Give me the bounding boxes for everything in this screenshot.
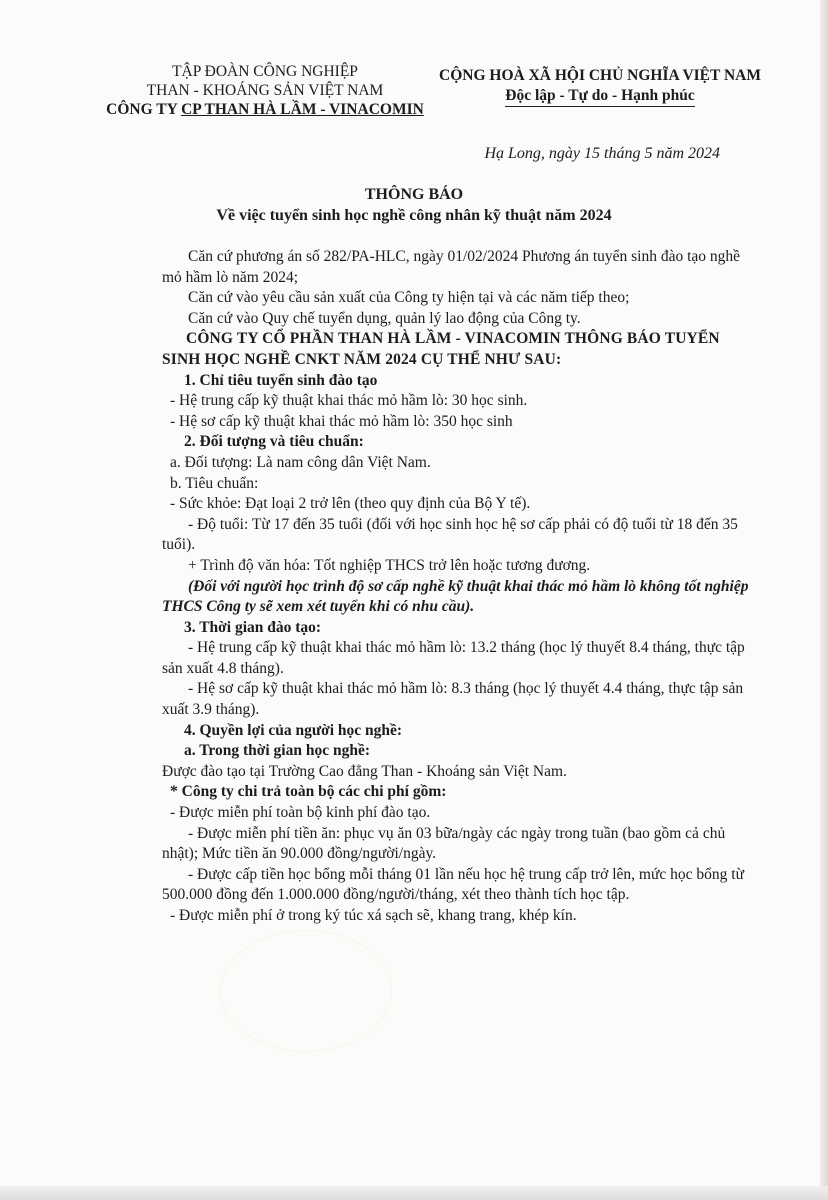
announcement-heading: CÔNG TY CỔ PHẦN THAN HÀ LẦM - VINACOMIN THÔNG BÁO TUYỂN SINH HỌC NGHỀ CNKT NĂM 2024 CỤ THỂ NHƯ SAU: bbox=[162, 330, 720, 368]
national-header bbox=[430, 66, 770, 107]
section-4-cost-3: - Được cấp tiền học bổng mỗi tháng 01 lần nếu học hệ trung cấp trở lên, mức học bổng từ 500.000 đồng đến 1.000.000 đồng/người/tháng, xét theo thành tích học tập. bbox=[162, 865, 744, 904]
section-4-cost-4: - Được miễn phí ở trong ký túc xá sạch sẽ, khang trang, khép kín. bbox=[170, 907, 577, 924]
document-body bbox=[162, 247, 762, 927]
section-4-a-heading: a. Trong thời gian học nghề: bbox=[184, 742, 371, 760]
basis-2: Căn cứ vào yêu cầu sản xuất của Công ty hiện tại và các năm tiếp theo; bbox=[188, 289, 630, 307]
national-motto: Độc lập - Tự do - Hạnh phúc bbox=[505, 86, 694, 107]
section-3-item-1: - Hệ trung cấp kỹ thuật khai thác mỏ hầm lò: 13.2 tháng (học lý thuyết 8.4 tháng, thực tập sản xuất 4.8 tháng). bbox=[162, 639, 745, 677]
section-4-cost-1: - Được miễn phí toàn bộ kinh phí đào tạo. bbox=[170, 804, 431, 822]
company-name bbox=[100, 100, 430, 119]
faint-stamp-mark bbox=[220, 930, 392, 1052]
section-3-heading: 3. Thời gian đào tạo: bbox=[184, 618, 322, 636]
company-name-underlined: CP THAN HÀ LẦM - VINACOMIN bbox=[181, 101, 424, 118]
parent-group-line1: TẬP ĐOÀN CÔNG NGHIỆP bbox=[172, 63, 358, 80]
section-4-heading: 4. Quyền lợi của người học nghề: bbox=[184, 721, 403, 739]
section-2-education: + Trình độ văn hóa: Tốt nghiệp THCS trở lên hoặc tương đương. bbox=[188, 556, 591, 574]
section-4-cost-heading: * Công ty chi trả toàn bộ các chi phí gồm: bbox=[170, 783, 447, 801]
section-1-item-1: - Hệ trung cấp kỹ thuật khai thác mỏ hầm lò: 30 học sinh. bbox=[170, 392, 528, 410]
section-4-cost-2: - Được miễn phí tiền ăn: phục vụ ăn 03 bữa/ngày các ngày trong tuần (bao gồm cả chủ nhật); Mức tiền ăn 90.000 đồng/người/ngày. bbox=[162, 824, 726, 863]
issuer-header bbox=[100, 62, 430, 119]
place-date: Hạ Long, ngày 15 tháng 5 năm 2024 bbox=[484, 145, 720, 162]
section-2-note: (Đối với người học trình độ sơ cấp nghề kỹ thuật khai thác mỏ hầm lò không tốt nghiệp THCS Công ty sẽ xem xét tuyển khi có nhu cầu). bbox=[162, 577, 749, 616]
scan-edge-bottom bbox=[0, 1186, 828, 1200]
country-name: CỘNG HOÀ XÃ HỘI CHỦ NGHĨA VIỆT NAM bbox=[439, 67, 761, 84]
scan-edge-right bbox=[820, 0, 828, 1200]
document-title: THÔNG BÁO bbox=[364, 186, 464, 203]
section-2-age: - Độ tuổi: Từ 17 đến 35 tuổi (đối với học sinh học hệ sơ cấp phải có độ tuổi từ 18 đến 35 tuổi). bbox=[162, 515, 738, 554]
section-1-heading: 1. Chỉ tiêu tuyển sinh đào tạo bbox=[184, 371, 378, 389]
basis-3: Căn cứ vào Quy chế tuyển dụng, quản lý lao động của Công ty. bbox=[188, 309, 581, 327]
document-subtitle: Về việc tuyển sinh học nghề công nhân kỹ thuật năm 2024 bbox=[216, 207, 612, 224]
section-2-criteria: b. Tiêu chuẩn: bbox=[170, 474, 259, 492]
section-3-item-2: - Hệ sơ cấp kỹ thuật khai thác mỏ hầm lò: 8.3 tháng (học lý thuyết 4.4 tháng, thực tập sản xuất 3.9 tháng). bbox=[162, 680, 744, 719]
section-2-health: - Sức khỏe: Đạt loại 2 trở lên (theo quy định của Bộ Y tế). bbox=[170, 495, 531, 513]
company-prefix: CÔNG TY bbox=[106, 101, 182, 118]
section-2-target: a. Đối tượng: Là nam công dân Việt Nam. bbox=[170, 453, 431, 471]
section-2-heading: 2. Đối tượng và tiêu chuẩn: bbox=[184, 433, 364, 451]
parent-group-line2: THAN - KHOÁNG SẢN VIỆT NAM bbox=[146, 82, 384, 99]
section-4-a-text: Được đào tạo tại Trường Cao đẳng Than - Khoáng sản Việt Nam. bbox=[162, 762, 567, 780]
section-1-item-2: - Hệ sơ cấp kỹ thuật khai thác mỏ hầm lò: 350 học sinh bbox=[170, 412, 513, 430]
basis-1: Căn cứ phương án số 282/PA-HLC, ngày 01/02/2024 Phương án tuyển sinh đào tạo nghề mỏ hầm lò năm 2024; bbox=[162, 248, 741, 286]
